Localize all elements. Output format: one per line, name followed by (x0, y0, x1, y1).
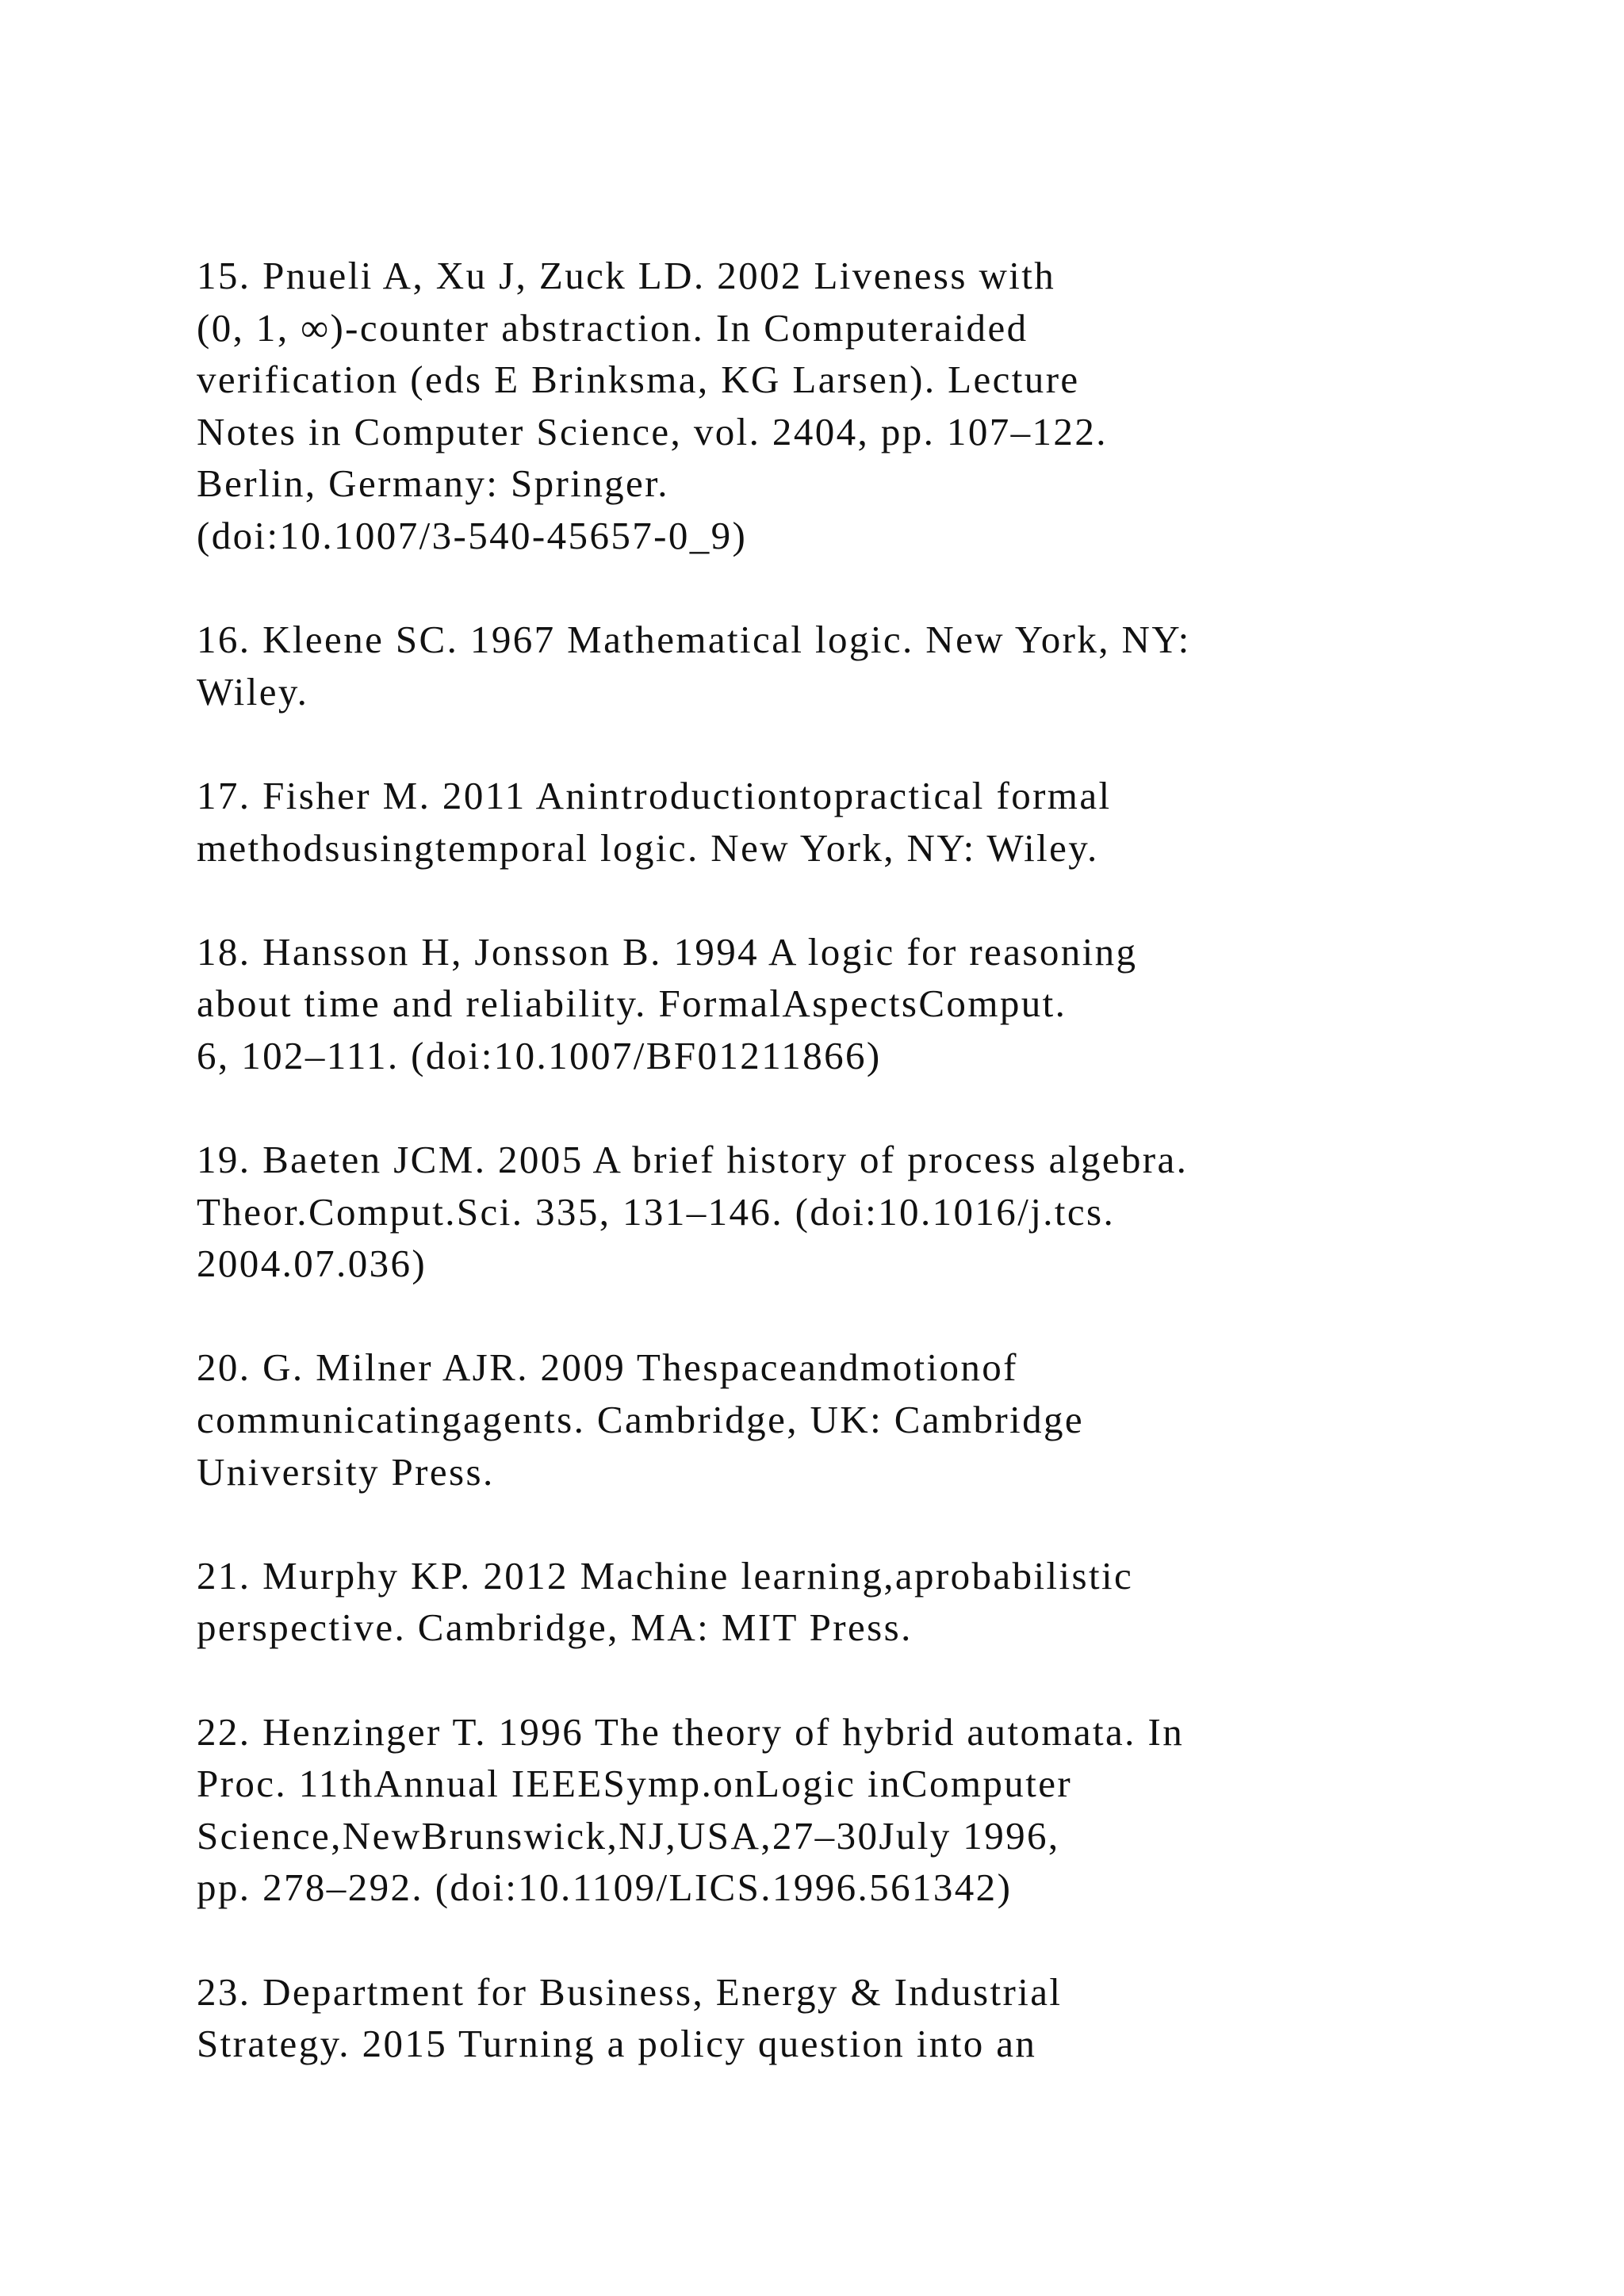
reference-23-line-1: 23. Department for Business, Energy & Industrial (197, 1969, 1063, 2014)
reference-17-line-1: 17. Fisher M. 2011 Anintroductiontopractical formal (197, 773, 1112, 817)
reference-17 (197, 770, 1561, 874)
reference-16 (197, 614, 1561, 718)
reference-list (197, 250, 1561, 2122)
reference-17-line-2: methodsusingtemporal logic. New York, NY: Wiley. (197, 825, 1099, 870)
reference-20-line-1: 20. G. Milner AJR. 2009 Thespaceandmotionof (197, 1345, 1018, 1390)
reference-20-line-2: communicatingagents. Cambridge, UK: Cambridge (197, 1398, 1085, 1442)
reference-22-line-3: Science,NewBrunswick,NJ,USA,27–30July 1996, (197, 1813, 1060, 1858)
reference-18-line-1: 18. Hansson H, Jonsson B. 1994 A logic for reasoning (197, 929, 1138, 974)
reference-18-line-3: 6, 102–111. (doi:10.1007/BF01211866) (197, 1033, 882, 1077)
reference-20-line-3: University Press. (197, 1449, 495, 1494)
reference-19-line-2: Theor.Comput.Sci. 335, 131–146. (doi:10.1016/j.tcs. (197, 1189, 1116, 1234)
reference-21-line-1: 21. Murphy KP. 2012 Machine learning,aprobabilistic (197, 1553, 1134, 1598)
reference-15-line-3: verification (eds E Brinksma, KG Larsen). Lecture (197, 358, 1080, 402)
reference-15-line-6: (doi:10.1007/3-540-45657-0_9) (197, 513, 748, 557)
reference-19-line-3: 2004.07.036) (197, 1242, 427, 1286)
reference-22-line-1: 22. Henzinger T. 1996 The theory of hybrid automata. In (197, 1709, 1185, 1754)
reference-19-line-1: 19. Baeten JCM. 2005 A brief history of process algebra. (197, 1138, 1189, 1182)
reference-15-line-2: (0, 1, ∞)-counter abstraction. In Computeraided (197, 305, 1028, 350)
reference-23 (197, 1966, 1561, 2070)
reference-18 (197, 926, 1561, 1082)
reference-15-line-4: Notes in Computer Science, vol. 2404, pp. 107–122. (197, 409, 1108, 453)
reference-16-line-2: Wiley. (197, 669, 309, 714)
reference-15-line-5: Berlin, Germany: Springer. (197, 461, 669, 506)
reference-16-line-1: 16. Kleene SC. 1967 Mathematical logic. New York, NY: (197, 618, 1191, 662)
reference-21 (197, 1550, 1561, 1654)
reference-18-line-2: about time and reliability. FormalAspectsComput. (197, 982, 1067, 1026)
reference-22-line-4: pp. 278–292. (doi:10.1109/LICS.1996.561342) (197, 1866, 1013, 1910)
reference-22 (197, 1706, 1561, 1914)
reference-15 (197, 250, 1561, 562)
reference-15-line-1: 15. Pnueli A, Xu J, Zuck LD. 2002 Liveness with (197, 254, 1056, 297)
reference-23-line-2: Strategy. 2015 Turning a policy question into an (197, 2022, 1037, 2066)
reference-19 (197, 1134, 1561, 1290)
reference-22-line-2: Proc. 11thAnnual IEEESymp.onLogic inComputer (197, 1762, 1073, 1806)
reference-21-line-2: perspective. Cambridge, MA: MIT Press. (197, 1605, 913, 1650)
reference-20 (197, 1341, 1561, 1498)
